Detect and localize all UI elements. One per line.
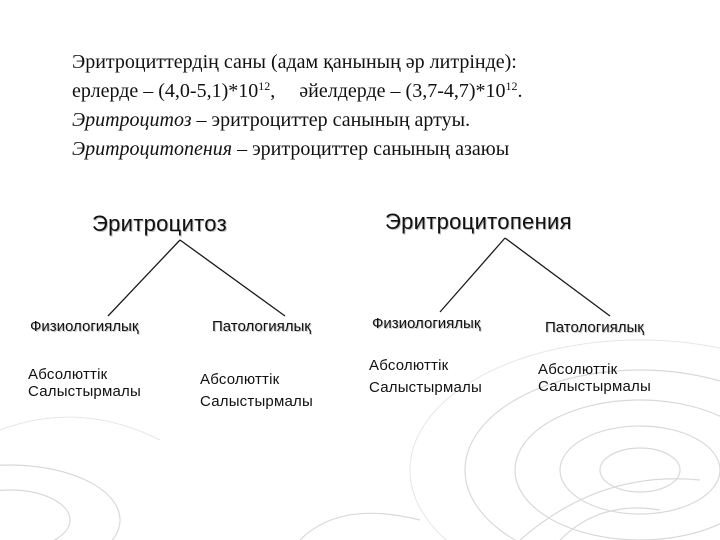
subitem-relative: Салыстырмалы [369, 379, 482, 396]
category-physiological-2: Физиологиялық [372, 315, 481, 332]
intro-line-2 [72, 77, 692, 106]
female-range-end: . [517, 80, 523, 102]
male-range-exponent: 12 [258, 79, 271, 93]
intro-line-3 [72, 106, 692, 135]
erythrocytopenia-definition: – эритроциттер санының азаюы [232, 138, 510, 160]
subitem-relative: Салыстырмалы [538, 378, 651, 395]
subitem-relative: Салыстырмалы [28, 383, 141, 400]
subitems-2 [200, 369, 313, 413]
subitem-absolute: Абсолюттік [538, 361, 618, 378]
erythrocytopenia-heading: Эритроцитопения [385, 209, 572, 234]
category-pathological-1: Патологиялық [212, 318, 311, 335]
category-pathological-2: Патологиялық [545, 319, 644, 336]
subitems-3 [369, 355, 482, 399]
erythrocytopenia-term: Эритроцитопения [72, 138, 233, 160]
intro-line-1 [72, 48, 692, 77]
intro-line-1-text: Эритроциттердің саны (адам қанының әр литрінде): [72, 51, 517, 73]
subitem-absolute: Абсолюттік [200, 371, 280, 388]
male-range-text: ерлерде – (4,0-5,1)*10 [72, 80, 259, 102]
female-range-exponent: 12 [505, 79, 518, 93]
subitems-1 [28, 366, 141, 400]
intro-line-4 [72, 135, 692, 164]
female-range-text: әйелдерде – (3,7-4,7)*10 [299, 80, 506, 102]
erythrocytosis-term: Эритроцитоз [72, 109, 192, 131]
subitem-absolute: Абсолюттік [28, 366, 108, 383]
subitems-4 [538, 361, 651, 395]
erythrocytosis-heading: Эритроцитоз [92, 211, 227, 236]
category-physiological-1: Физиологиялық [30, 318, 139, 335]
subitem-relative: Салыстырмалы [200, 393, 313, 410]
male-range-end: , [270, 80, 276, 102]
subitem-absolute: Абсолюттік [369, 357, 449, 374]
erythrocytosis-definition: – эритроциттер санының артуы. [191, 109, 471, 131]
intro-text [72, 48, 692, 164]
